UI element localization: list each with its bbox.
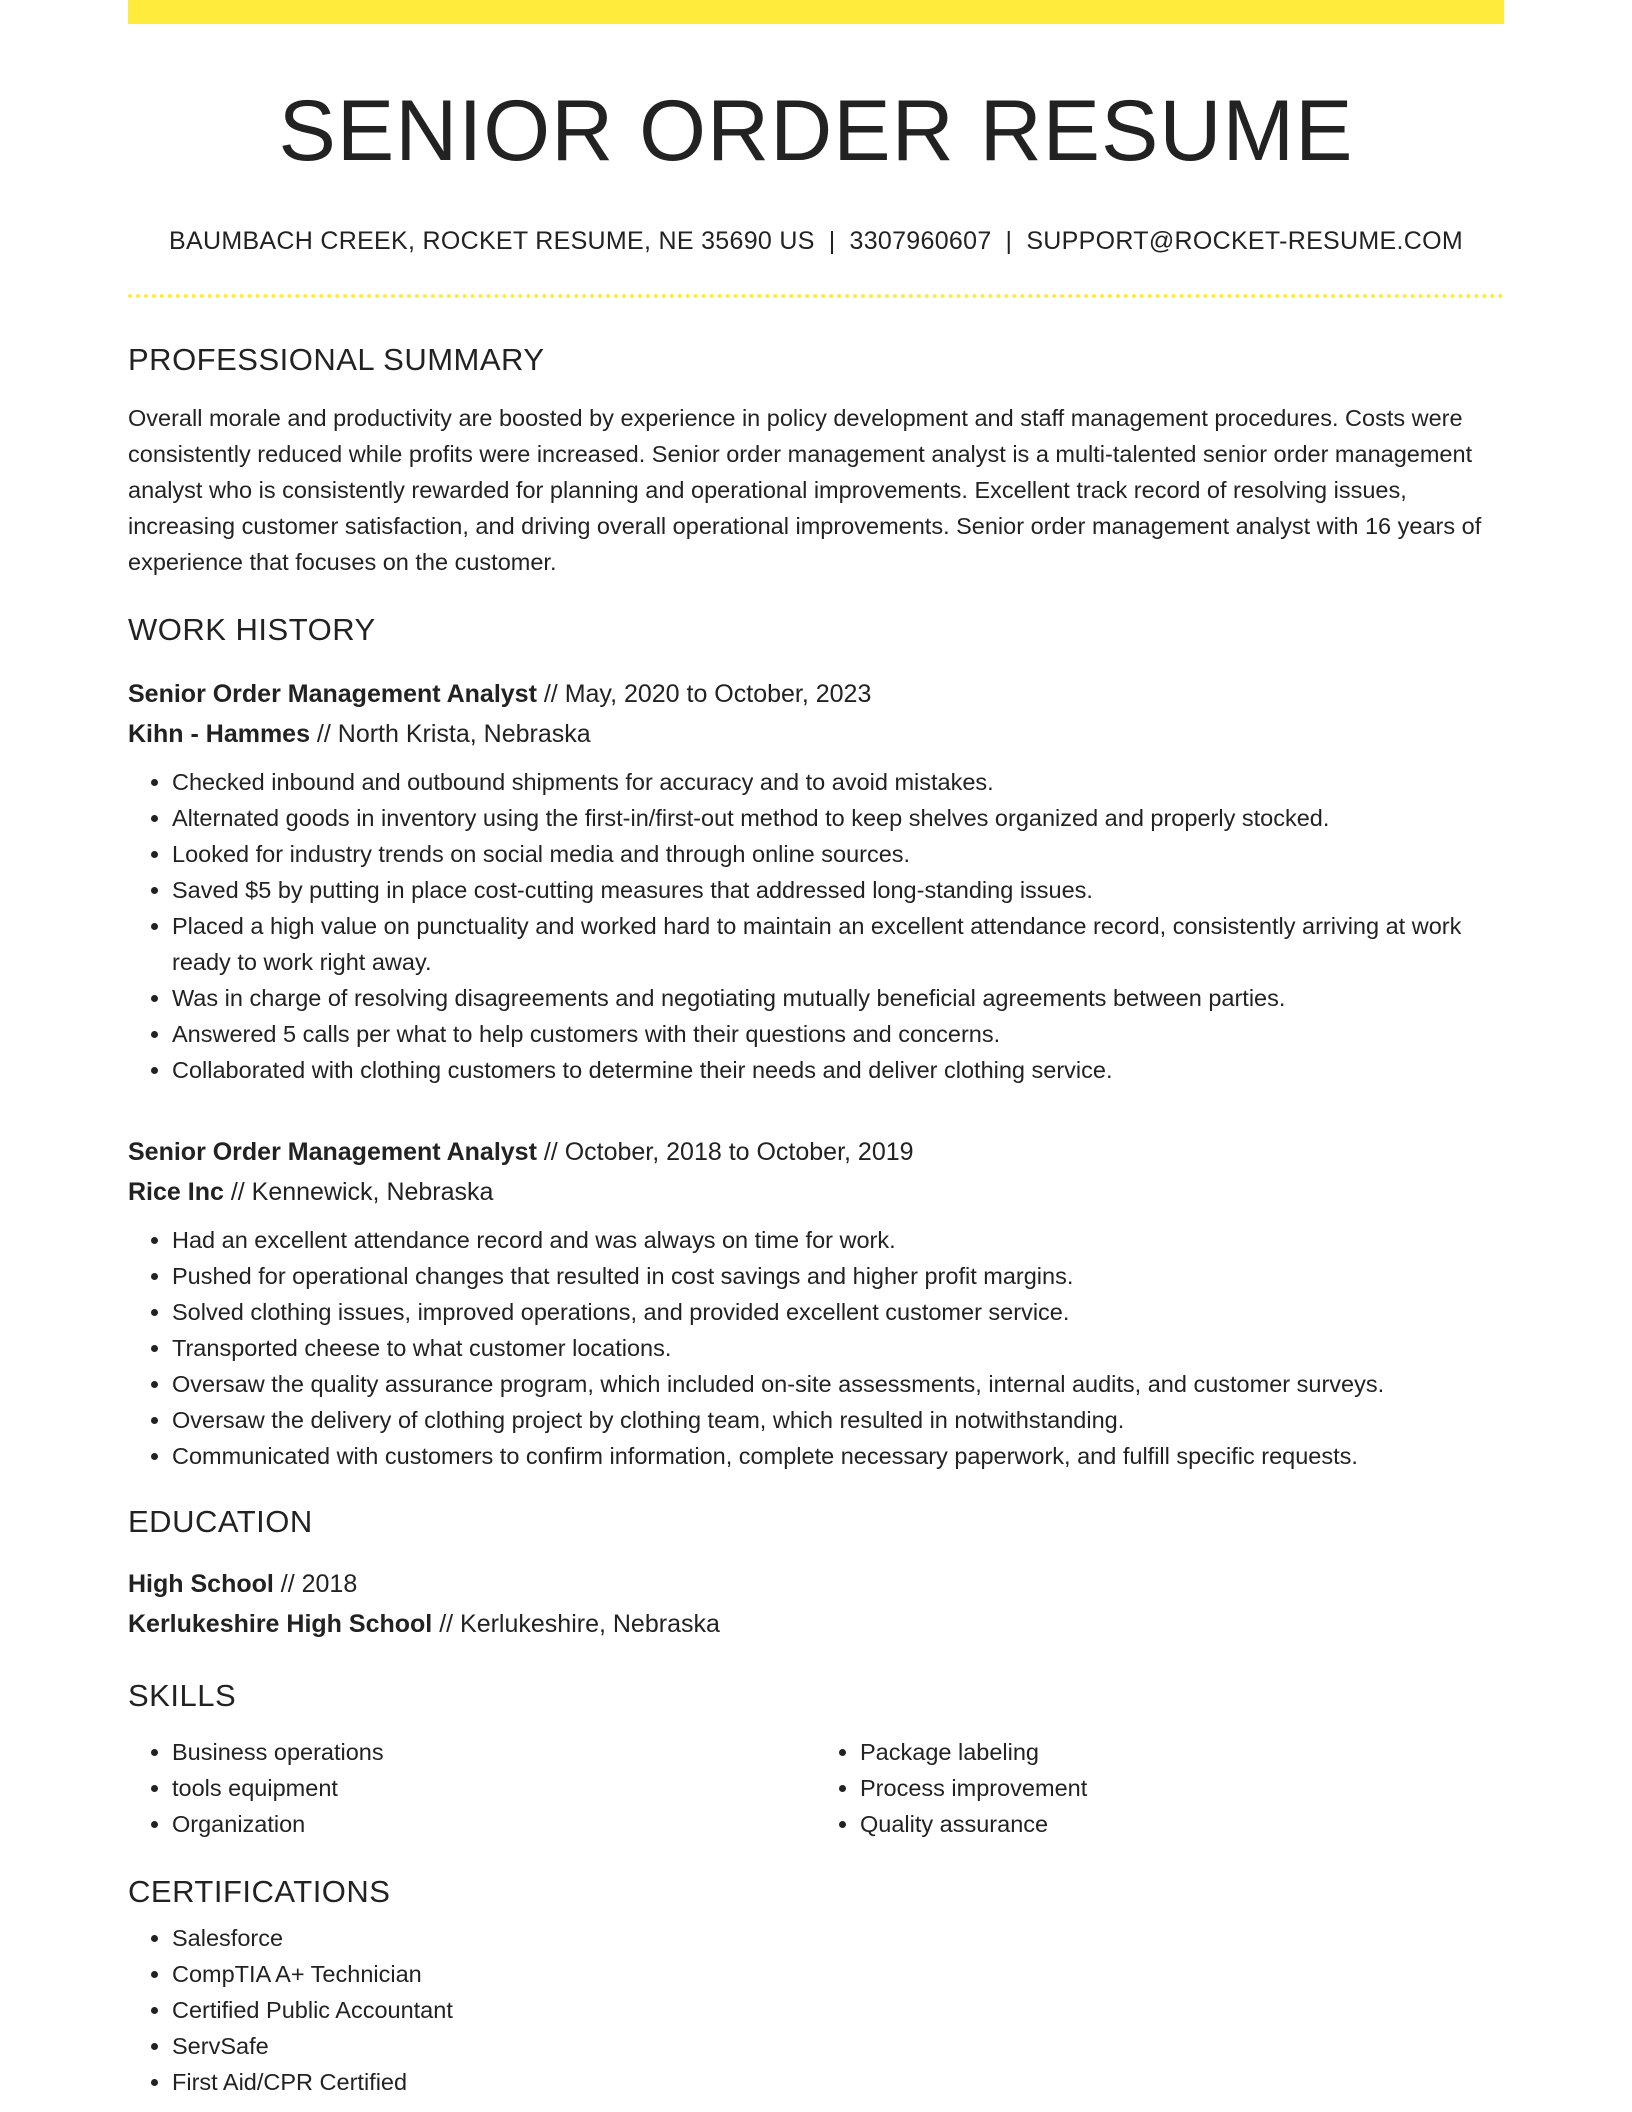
school-name: Kerlukeshire High School bbox=[128, 1609, 433, 1638]
accent-top-bar bbox=[128, 0, 1504, 24]
list-item: • Transported cheese to what customer locations. bbox=[172, 1330, 1504, 1366]
degree-line bbox=[128, 1564, 1504, 1604]
job-dates: // May, 2020 to October, 2023 bbox=[536, 679, 872, 708]
dotted-divider bbox=[128, 294, 1504, 298]
job-bullets bbox=[128, 1222, 1504, 1474]
job-company-line bbox=[128, 714, 1504, 754]
job-location: // Kennewick, Nebraska bbox=[223, 1177, 494, 1206]
job-company: Kihn - Hammes bbox=[128, 719, 310, 748]
list-item: • Oversaw the quality assurance program, which included on-site assessments, internal audits, and customer surveys. bbox=[172, 1366, 1504, 1402]
list-item: • Placed a high value on punctuality and worked hard to maintain an excellent attendance record, consistently arriving at work ready to work right away. bbox=[172, 908, 1504, 980]
list-item: • CompTIA A+ Technician bbox=[172, 1956, 1504, 1992]
certifications-heading: CERTIFICATIONS bbox=[128, 1873, 391, 1909]
list-item: • Certified Public Accountant bbox=[172, 1992, 1504, 2028]
list-item: • Package labeling bbox=[860, 1734, 1504, 1770]
list-item: • First Aid/CPR Certified bbox=[172, 2064, 1504, 2100]
list-item: • Oversaw the delivery of clothing project by clothing team, which resulted in notwithstanding. bbox=[172, 1402, 1504, 1438]
list-item: • Organization bbox=[172, 1806, 816, 1842]
list-item: • Checked inbound and outbound shipments for accuracy and to avoid mistakes. bbox=[172, 764, 1504, 800]
job-title-line bbox=[128, 1132, 1504, 1172]
list-item: • Process improvement bbox=[860, 1770, 1504, 1806]
school-location: // Kerlukeshire, Nebraska bbox=[432, 1609, 720, 1638]
list-item: • Alternated goods in inventory using the first-in/first-out method to keep shelves organized and properly stocked. bbox=[172, 800, 1504, 836]
list-item: • Solved clothing issues, improved operations, and provided excellent customer service. bbox=[172, 1294, 1504, 1330]
skills-left-column bbox=[128, 1734, 816, 1842]
list-item: • Communicated with customers to confirm information, complete necessary paperwork, and fulfill specific requests. bbox=[172, 1438, 1504, 1474]
summary-heading: PROFESSIONAL SUMMARY bbox=[128, 341, 545, 377]
list-item: • Saved $5 by putting in place cost-cutting measures that addressed long-standing issues. bbox=[172, 872, 1504, 908]
job-location: // North Krista, Nebraska bbox=[309, 719, 591, 748]
list-item: • ServSafe bbox=[172, 2028, 1504, 2064]
contact-separator: | bbox=[828, 226, 836, 255]
list-item: • tools equipment bbox=[172, 1770, 816, 1806]
list-item: • Answered 5 calls per what to help customers with their questions and concerns. bbox=[172, 1016, 1504, 1052]
resume-page bbox=[128, 0, 1504, 2100]
job-company: Rice Inc bbox=[128, 1177, 224, 1206]
school-line bbox=[128, 1604, 1504, 1644]
work-history-heading: WORK HISTORY bbox=[128, 611, 376, 647]
certifications-list bbox=[128, 1920, 1504, 2100]
contact-separator: | bbox=[1005, 226, 1013, 255]
skills-heading: SKILLS bbox=[128, 1677, 237, 1713]
list-item: • Looked for industry trends on social media and through online sources. bbox=[172, 836, 1504, 872]
contact-phone: 3307960607 bbox=[849, 226, 992, 255]
job-entry-1 bbox=[128, 674, 1504, 1088]
summary-text: Overall morale and productivity are boosted by experience in policy development and staff management procedures. Costs were consistently reduced while profits were increased. Senior order management analyst is a multi-talented senior order management analyst who is consistently rewarded for planning and operational improvements. Excellent track record of resolving issues, increasing customer satisfaction, and driving overall operational improvements. Senior order management analyst with 16 years of experience that focuses on the customer. bbox=[128, 404, 1482, 575]
job-title: Senior Order Management Analyst bbox=[128, 679, 537, 708]
list-item: • Was in charge of resolving disagreements and negotiating mutually beneficial agreements between parties. bbox=[172, 980, 1504, 1016]
education-heading: EDUCATION bbox=[128, 1503, 313, 1539]
job-company-line bbox=[128, 1172, 1504, 1212]
job-dates: // October, 2018 to October, 2019 bbox=[536, 1137, 914, 1166]
contact-line bbox=[128, 227, 1504, 256]
skills-right-column bbox=[816, 1734, 1504, 1842]
job-title: Senior Order Management Analyst bbox=[128, 1137, 537, 1166]
list-item: • Quality assurance bbox=[860, 1806, 1504, 1842]
contact-address: BAUMBACH CREEK, ROCKET RESUME, NE 35690 US bbox=[169, 226, 815, 255]
degree-year: // 2018 bbox=[273, 1569, 358, 1598]
skills-columns bbox=[128, 1734, 1504, 1842]
job-title-line bbox=[128, 674, 1504, 714]
list-item: • Salesforce bbox=[172, 1920, 1504, 1956]
list-item: • Business operations bbox=[172, 1734, 816, 1770]
education-entry bbox=[128, 1564, 1504, 1644]
list-item: • Pushed for operational changes that resulted in cost savings and higher profit margins. bbox=[172, 1258, 1504, 1294]
job-entry-2 bbox=[128, 1132, 1504, 1474]
contact-email: SUPPORT@ROCKET-RESUME.COM bbox=[1026, 226, 1463, 255]
list-item: • Collaborated with clothing customers to determine their needs and deliver clothing service. bbox=[172, 1052, 1504, 1088]
resume-title: SENIOR ORDER RESUME bbox=[278, 83, 1354, 179]
list-item: • Had an excellent attendance record and was always on time for work. bbox=[172, 1222, 1504, 1258]
degree: High School bbox=[128, 1569, 274, 1598]
job-bullets bbox=[128, 764, 1504, 1088]
